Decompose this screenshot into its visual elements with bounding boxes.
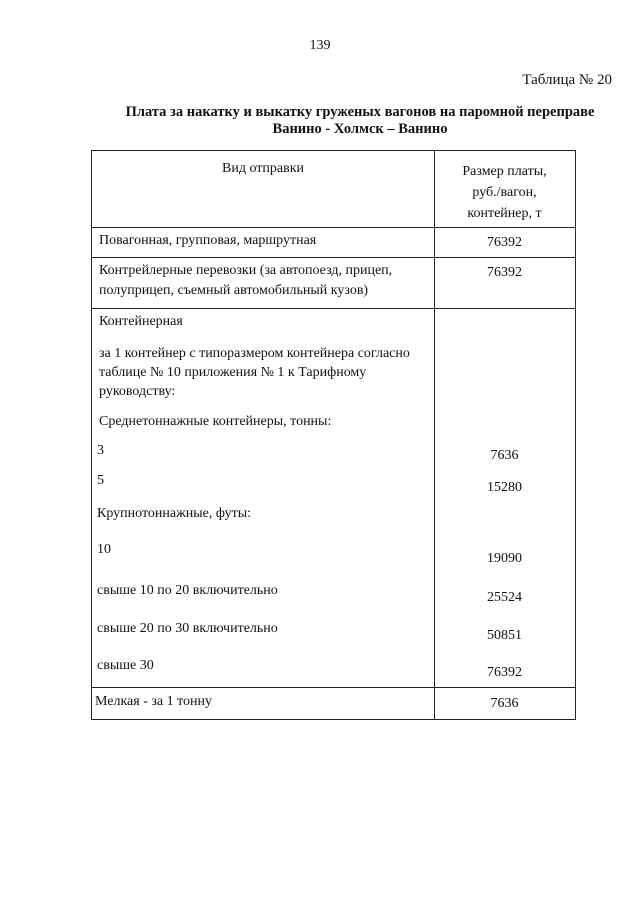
row-container-desc-line-2: таблице № 10 приложения № 1 к Тарифному — [99, 365, 367, 380]
table-title-line-2: Ванино - Холмск – Ванино — [272, 121, 448, 137]
row-divider — [92, 687, 575, 688]
row-small-label: Мелкая - за 1 тонну — [95, 694, 213, 709]
row-wagon-value: 76392 — [487, 235, 522, 250]
row-divider — [92, 308, 575, 309]
row-small-value: 7636 — [490, 696, 519, 711]
large-value-over-30: 76392 — [487, 665, 522, 680]
medium-value-5: 15280 — [487, 480, 522, 495]
row-container-desc-line-1: за 1 контейнер с типоразмером контейнера согласно — [99, 346, 410, 361]
page-number: 139 — [309, 38, 331, 53]
row-container-desc-line-3: руководству: — [99, 384, 176, 399]
table-label: Таблица № 20 — [522, 72, 612, 88]
large-size-20-30: свыше 20 по 30 включительно — [97, 621, 278, 636]
header-shipment-type: Вид отправки — [222, 161, 304, 176]
large-value-10: 19090 — [487, 551, 522, 566]
large-value-20-30: 50851 — [487, 628, 522, 643]
medium-size-5: 5 — [97, 473, 104, 488]
table-title-line-1: Плата за накатку и выкатку груженых вагонов на паромной переправе — [125, 104, 595, 120]
header-fee-line-2: руб./вагон, — [472, 185, 537, 200]
row-container-desc — [99, 344, 410, 401]
header-fee-line-3: контейнер, т — [467, 206, 542, 221]
row-piggyback-label-line-1: Контрейлерные перевозки (за автопоезд, прицеп, — [99, 263, 393, 278]
medium-size-3: 3 — [97, 443, 104, 458]
header-fee-size — [434, 161, 575, 224]
large-size-10-20: свыше 10 по 20 включительно — [97, 583, 278, 598]
medium-value-3: 7636 — [490, 448, 519, 463]
row-divider — [92, 227, 575, 228]
large-containers-heading: Крупнотоннажные, футы: — [97, 506, 252, 521]
row-piggyback-label-line-2: полуприцеп, съемный автомобильный кузов) — [99, 283, 369, 298]
tariff-table — [91, 150, 576, 720]
row-wagon-label: Повагонная, групповая, маршрутная — [99, 233, 317, 248]
large-value-10-20: 25524 — [487, 590, 522, 605]
row-divider — [92, 257, 575, 258]
row-container-title: Контейнерная — [99, 314, 183, 329]
row-piggyback-label — [99, 261, 392, 301]
row-piggyback-value: 76392 — [487, 265, 522, 280]
large-size-10: 10 — [97, 542, 111, 557]
table-title — [60, 104, 640, 138]
header-fee-line-1: Размер платы, — [462, 164, 547, 179]
large-size-over-30: свыше 30 — [97, 658, 154, 673]
medium-containers-heading: Среднетоннажные контейнеры, тонны: — [99, 414, 332, 429]
